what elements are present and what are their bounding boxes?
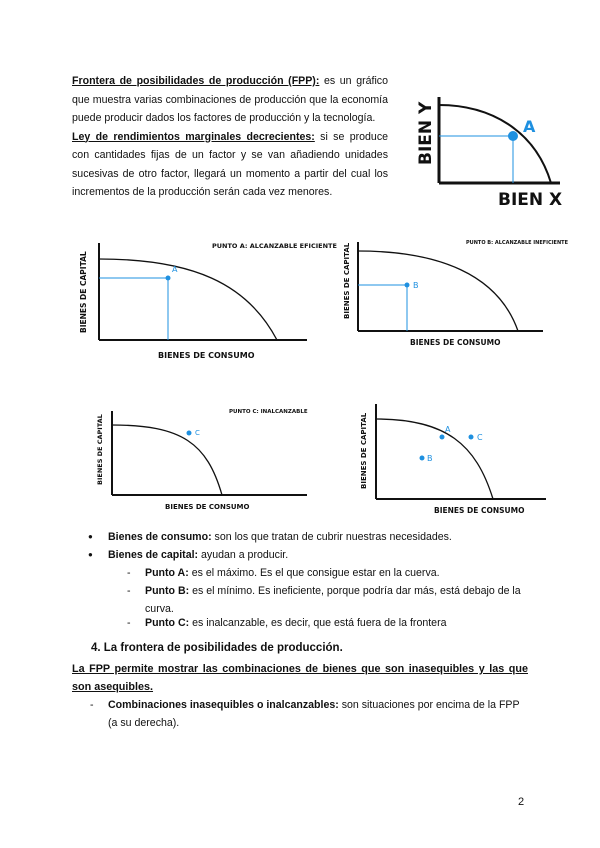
section-heading: 4. La frontera de posibilidades de producción. [91,642,343,654]
point-a-label: A [172,265,178,274]
section-item [108,696,528,732]
subbullet-term: Punto A: [145,567,189,579]
bullet-text: ayudan a producir. [198,549,289,561]
bullet-consumo [108,528,548,546]
point-c-label: C [477,433,483,442]
ppf-curve [112,425,222,495]
chart-points-abc [356,402,551,517]
intro-paragraph [72,72,388,202]
ppf-curve [376,419,493,499]
chart-1-xlabel: BIENES DE CONSUMO [158,351,255,360]
chart-4-xlabel: BIENES DE CONSUMO [434,506,525,515]
guide-lines [358,285,407,331]
section-item-term: Combinaciones inasequibles o inalcanzables: [108,699,339,711]
subbullet-text: es el máximo. Es el que consigue estar en la cuerva. [188,567,440,579]
subbullet-c [145,614,535,632]
point-c-label: C [195,429,200,437]
top-fpp-chart [395,95,565,215]
chart-4-ylabel: BIENES DE CAPITAL [360,412,368,489]
bullet-term: Bienes de capital: [108,549,199,561]
page-number: 2 [518,796,525,808]
subbullet-b [145,582,535,618]
chart-3-title: PUNTO C: INALCANZABLE [229,409,308,415]
bullet-capital [108,546,548,564]
chart-point-c [92,403,312,518]
chart-3-ylabel: BIENES DE CAPITAL [96,414,104,485]
law-term: Ley de rendimientos marginales decrecientes: [72,130,315,143]
ppf-curve [99,259,277,340]
bullet-term: Bienes de consumo: [108,531,212,543]
subbullet-a [145,564,535,582]
fpp-term: Frontera de posibilidades de producción (FPP): [72,75,320,87]
guide-lines [99,278,168,340]
chart-2-title: PUNTO B: ALCANZABLE INEFICIENTE [466,240,568,246]
chart-1-ylabel: BIENES DE CAPITAL [79,251,88,333]
chart-2-ylabel: BIENES DE CAPITAL [343,242,351,319]
subbullet-text: es inalcanzable, es decir, que está fuera de la frontera [189,617,447,629]
chart-2-xlabel: BIENES DE CONSUMO [410,338,501,347]
section-subtitle: La FPP permite mostrar las combinaciones de bienes que son inasequibles y las que son asequibles. [72,663,528,693]
point-a [440,435,445,440]
point-a-label: A [523,117,536,136]
section-item-text: son situaciones por encima de la FPP (a su derecha). [108,699,520,729]
fpp-definition: es un gráfico que muestra varias combinaciones de producción que la economía puede producir dados los factores de producción y la tecnología. [72,75,388,124]
subbullet-term: Punto C: [145,617,190,629]
chart-3-xlabel: BIENES DE CONSUMO [165,503,250,511]
guide-lines [439,136,513,183]
point-b-label: B [413,281,419,290]
ppf-curve [358,251,518,331]
chart-1-title: PUNTO A: ALCANZABLE EFICIENTE [212,242,337,250]
point-a [166,276,171,281]
chart-point-a [72,238,337,368]
point-b-label: B [427,454,433,463]
point-c [469,435,474,440]
law-definition: si se produce con cantidades fijas de un factor y se van añadiendo unidades sucesivas de otro factor, llegará un momento a partir del cual los incrementos de la producción serán cada vez menores. [72,130,389,198]
x-axis-label: BIEN X [498,190,563,210]
point-b [405,283,410,288]
bullet-text: son los que tratan de cubrir nuestras necesidades. [211,531,452,543]
point-b [420,456,425,461]
subbullet-term: Punto B: [145,585,190,597]
point-c [187,431,192,436]
y-axis-label: BIEN Y [416,101,436,165]
subbullet-text: es el mínimo. Es ineficiente, porque podría dar más, está debajo de la curva. [145,585,521,615]
point-a [508,131,518,141]
point-a-label: A [445,425,451,434]
chart-point-b [338,234,568,354]
